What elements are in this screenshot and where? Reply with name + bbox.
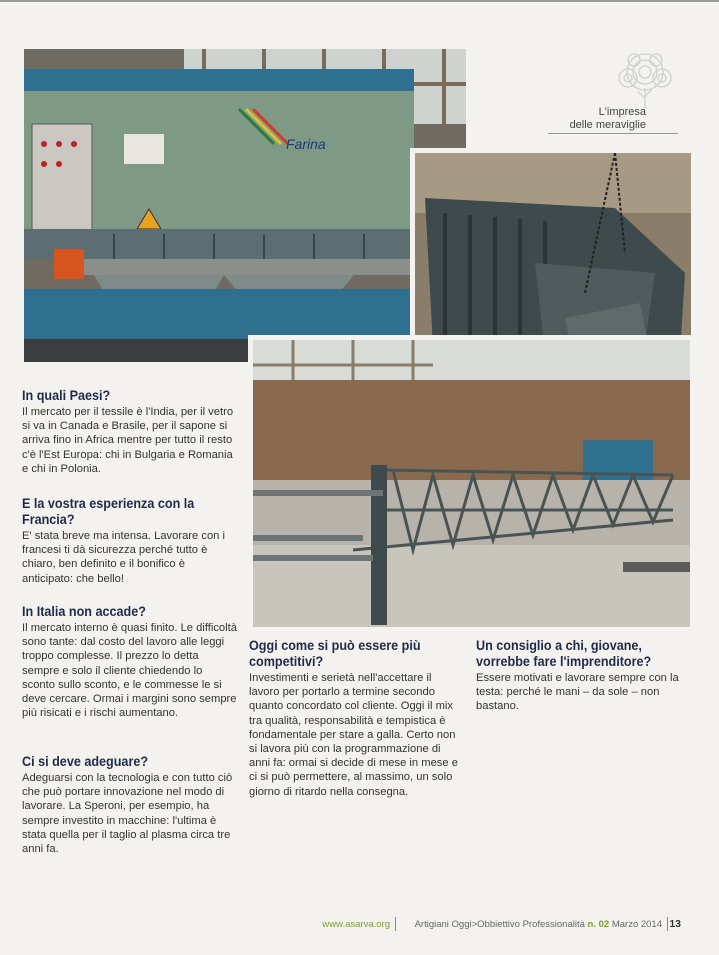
- brand-line-1: L'impresa: [598, 106, 646, 118]
- section-heading: In quali Paesi?: [22, 387, 111, 403]
- section-adeguare: [22, 753, 237, 856]
- section-body: Adeguarsi con la tecnologia e con tutto ciò che può portare innovazione nel modo di lavorare. La Speroni, per esempio, ha sempre investito in macchine: l'ultima è stata quella per il taglio al plasma circa tre anni fa.: [22, 772, 233, 856]
- footer-publication: [415, 919, 662, 930]
- page-number: 13: [669, 918, 681, 930]
- top-rule: [0, 0, 719, 2]
- page-footer: [0, 917, 690, 933]
- tree-logo-icon: [610, 50, 680, 110]
- footer-url-link[interactable]: www.asarva.org: [322, 919, 390, 930]
- publication-name: Artigiani Oggi>Obbiettivo Professionalità: [414, 919, 585, 930]
- section-consiglio: [476, 637, 691, 714]
- brand-divider: [548, 133, 678, 134]
- issue-number: n. 02: [587, 919, 610, 930]
- section-body: Il mercato interno è quasi finito. Le difficoltà sono tante: dal costo del lavoro alle leggi troppo complesse. Il prezzo lo detta sempre e solo il cliente chiedendo lo sconto sullo sconto, e le commesse le si deve cercare. Ormai i margini sono sempre più risicati e i rischi aumentano.: [22, 622, 237, 720]
- section-heading: In Italia non accade?: [22, 603, 146, 619]
- section-francia: [22, 495, 237, 586]
- section-body: Investimenti e serietà nell'accettare il lavoro per portarlo a termine secondo quanto concordato col cliente. Oggi il mix tra qualità, responsabilità e tempistica è fondamentale per stare a galla. Certo non si lavora più con la programmazione di anni fa: ormai si decide di mese in mese e ci si può permettere, al massimo, un solo giorno di ritardo nella consegna.: [249, 672, 458, 798]
- section-body: Essere motivati e lavorare sempre con la testa: perché le mani – da sole – non bastano.: [476, 672, 679, 713]
- issue-date: Marzo 2014: [611, 919, 662, 930]
- brand-badge: [548, 50, 688, 138]
- section-competitivi: [249, 637, 464, 799]
- section-heading: Ci si deve adeguare?: [22, 753, 149, 769]
- section-heading: Oggi come si può essere più competitivi?: [249, 637, 421, 669]
- brand-tagline: [570, 106, 646, 132]
- photo-shearing-machine: [24, 49, 466, 362]
- section-paesi: [22, 387, 237, 476]
- section-body: E' stata breve ma intensa. Lavorare con i francesi ti dà sicurezza perché tutto è chiaro, ben definito e il bonifico è anticipato: che bello!: [22, 530, 225, 585]
- footer-divider: [667, 917, 668, 931]
- section-heading: Un consiglio a chi, giovane, vorrebbe fare l'imprenditore?: [476, 637, 652, 669]
- photo-steel-truss: [248, 335, 695, 632]
- brand-line-2: delle meraviglie: [569, 119, 646, 131]
- footer-divider: [395, 917, 396, 931]
- machine-brand-label: Farina: [286, 136, 326, 152]
- section-italia: [22, 603, 237, 720]
- section-body: Il mercato per il tessile è l'India, per il vetro si va in Canada e Brasile, per il sapone si arriva fino in Africa mentre per tutto il resto c'è l'Est Europa: chi in Bulgaria e Romania e chi in Polonia.: [22, 406, 234, 475]
- section-heading: E la vostra esperienza con la Francia?: [22, 495, 195, 527]
